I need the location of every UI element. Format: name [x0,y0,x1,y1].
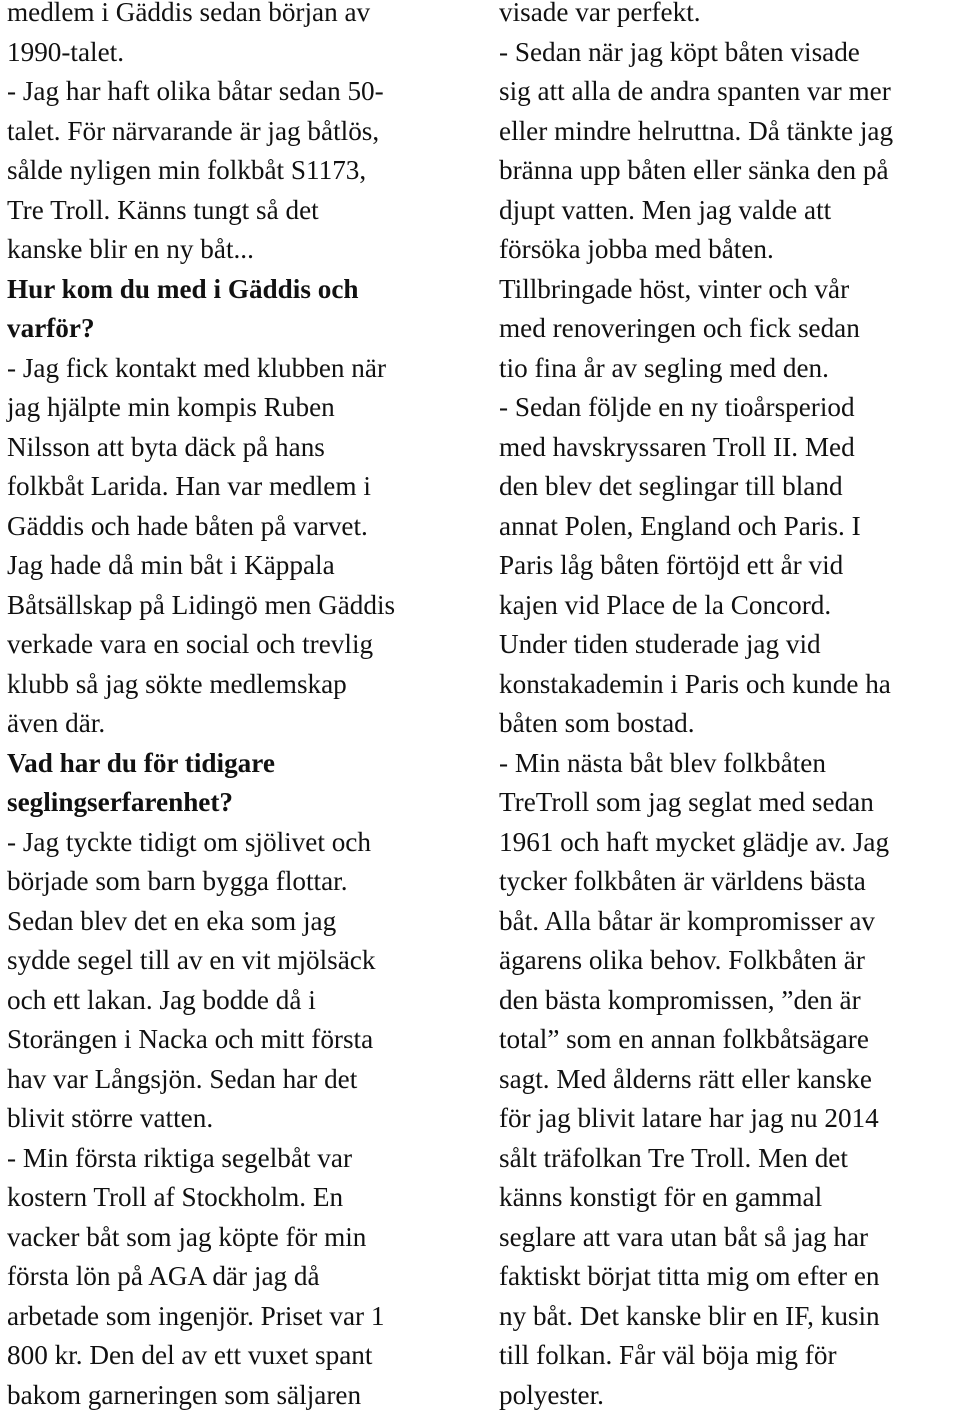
interview-question-line: Vad har du för tidigare [7,747,275,778]
article-text-line: tycker folkbåten är världens bästa [499,866,866,896]
article-text-line: Storängen i Nacka och mitt första [7,1024,374,1054]
article-text-line: den blev det seglingar till bland [499,471,843,501]
article-text-line: arbetade som ingenjör. Priset var 1 [7,1300,385,1331]
article-text-line: folkbåt Larida. Han var medlem i [7,471,371,501]
article-text-line: 800 kr. Den del av ett vuxet spant [7,1340,373,1370]
article-text-line: ägarens olika behov. Folkbåten är [499,945,865,975]
article-text-line: tio fina år av segling med den. [499,352,829,383]
article-text-line: bränna upp båten eller sänka den på [499,155,889,185]
article-text-line: Gäddis och hade båten på varvet. [7,510,368,541]
article-text-line: - Jag fick kontakt med klubben när [7,352,387,383]
article-text-line: Tre Troll. Känns tungt så det [7,194,319,225]
article-text-line: annat Polen, England och Paris. I [499,510,861,541]
article-text-line: hav var Långsjön. Sedan har det [7,1063,358,1094]
article-text-line: Tillbringade höst, vinter och vår [499,273,850,304]
article-text-line: kanske blir en ny båt... [7,234,254,264]
article-text-line: med renoveringen och fick sedan [499,313,860,343]
article-text-line: blivit större vatten. [7,1103,214,1133]
article-text-line: Jag hade då min båt i Käppala [7,550,335,580]
article-text-line: - Min första riktiga segelbåt var [7,1142,353,1173]
article-text-line: kostern Troll af Stockholm. En [7,1182,344,1212]
article-text-line: seglare att vara utan båt så jag har [499,1221,869,1252]
article-text-line: den bästa kompromissen, ”den är [499,984,861,1015]
article-text-line: sålde nyligen min folkbåt S1173, [7,155,367,185]
article-text-line: - Min nästa båt blev folkbåten [499,747,826,778]
article-text-line: Nilsson att byta däck på hans [7,431,325,462]
article-text-line: även där. [7,708,106,738]
article-text-line: - Sedan när jag köpt båten visade [499,36,860,67]
left-column [7,0,477,1415]
article-text-line: båt. Alla båtar är kompromisser av [499,905,875,936]
article-text-line: - Jag har haft olika båtar sedan 50- [7,76,384,106]
interview-question-line: seglingserfarenhet? [7,787,234,817]
interview-question-line: Hur kom du med i Gäddis och [7,273,359,304]
article-text-line: TreTroll som jag seglat med sedan [499,787,874,817]
article-text-line: - Sedan följde en ny tioårsperiod [499,392,855,422]
article-text-line: Båtsällskap på Lidingö men Gäddis [7,589,396,620]
article-text-line: verkade vara en social och trevlig [7,629,374,659]
article-text-line: sig att alla de andra spanten var mer [499,76,891,106]
article-text-line: Under tiden studerade jag vid [499,629,821,659]
article-text-line: 1961 och haft mycket glädje av. Jag [499,826,890,857]
article-text-line: bakom garneringen som säljaren [7,1379,362,1410]
article-text-line: för jag blivit latare har jag nu 2014 [499,1103,879,1133]
article-text-line: känns konstigt för en gammal [499,1182,823,1212]
article-text-line: sålt träfolkan Tre Troll. Men det [499,1142,848,1173]
article-text-line: talet. För närvarande är jag båtlös, [7,115,380,146]
article-text-line: försöka jobba med båten. [499,234,774,264]
article-text-line: första lön på AGA där jag då [7,1261,320,1291]
article-text-line: vacker båt som jag köpte för min [7,1221,367,1252]
article-text-line: 1990-talet. [7,36,125,67]
article-text-line: med havskryssaren Troll II. Med [499,431,855,462]
article-text-line: sagt. Med ålderns rätt eller kanske [499,1063,872,1094]
article-text-line: medlem i Gäddis sedan början av [7,0,371,27]
interview-question-line: varför? [7,313,95,343]
article-text-line: och ett lakan. Jag bodde då i [7,984,316,1015]
article-text-line: polyester. [499,1379,604,1410]
article-text-line: total” som en annan folkbåtsägare [499,1024,869,1054]
article-text-line: - Jag tyckte tidigt om sjölivet och [7,826,371,857]
article-text-line: visade var perfekt. [499,0,701,27]
article-text-line: djupt vatten. Men jag valde att [499,194,832,225]
article-text-line: klubb så jag sökte medlemskap [7,668,347,699]
article-text-line: började som barn bygga flottar. [7,866,348,896]
article-text-line: kajen vid Place de la Concord. [499,589,832,620]
article-text-line: båten som bostad. [499,708,695,738]
right-column [499,0,960,1415]
article-text-line: ny båt. Det kanske blir en IF, kusin [499,1300,880,1331]
article-text-line: faktiskt börjat titta mig om efter en [499,1261,880,1291]
article-text-line: sydde segel till av en vit mjölsäck [7,945,376,975]
article-text-line: till folkan. Får väl böja mig för [499,1340,837,1370]
article-text-line: Paris låg båten förtöjd ett år vid [499,550,844,580]
article-text-line: konstakademin i Paris och kunde ha [499,668,891,699]
article-text-line: Sedan blev det en eka som jag [7,905,337,936]
article-text-line: jag hjälpte min kompis Ruben [7,392,335,422]
article-text-line: eller mindre helruttna. Då tänkte jag [499,115,894,146]
